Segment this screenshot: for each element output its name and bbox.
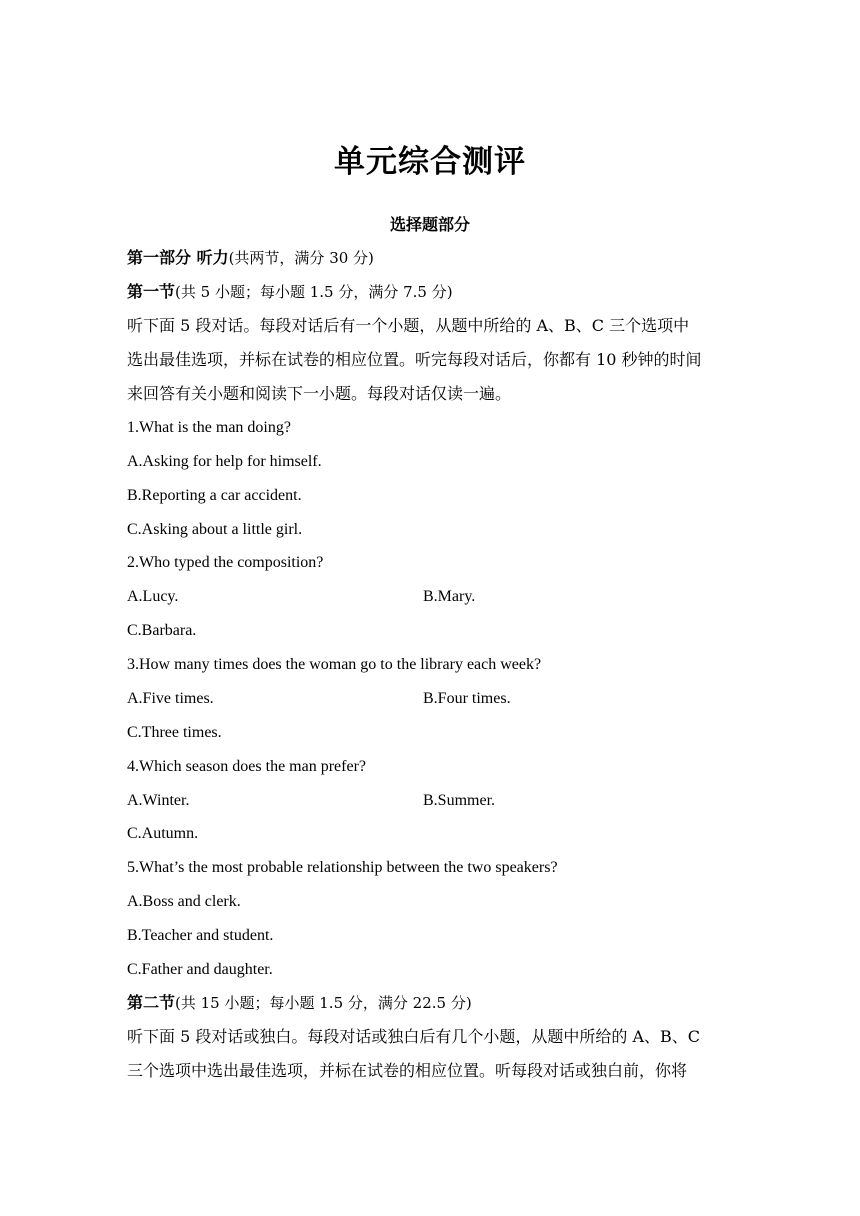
q3-option-c: C.Three times.	[127, 724, 222, 741]
section1-note: (共 5 小题；每小题 1.5 分，满分 7.5 分)	[175, 283, 453, 301]
part1-header	[127, 247, 374, 269]
q1-option-b: B.Reporting a car accident.	[127, 487, 302, 504]
q4-option-c: C.Autumn.	[127, 825, 199, 842]
q2-option-a: A.Lucy.	[127, 588, 179, 605]
q5-option-b: B.Teacher and student.	[127, 927, 274, 944]
q2-option-c: C.Barbara.	[127, 622, 197, 639]
section2-head: 第二节	[127, 993, 176, 1012]
section-subtitle: 选择题部分	[389, 215, 470, 234]
question-1: 1.What is the man doing?	[127, 419, 291, 436]
q1-option-c: C.Asking about a little girl.	[127, 521, 303, 538]
question-3: 3.How many times does the woman go to the library each week?	[127, 656, 542, 673]
section2-instruction-line: 三个选项中选出最佳选项，并标在试卷的相应位置。听每段对话或独白前，你将	[127, 1061, 688, 1080]
section2-header	[127, 992, 472, 1014]
part1-note: (共两节，满分 30 分)	[228, 249, 374, 267]
q3-option-a: A.Five times.	[127, 690, 214, 707]
q4-option-b: B.Summer.	[423, 792, 496, 809]
q1-option-a: A.Asking for help for himself.	[127, 453, 322, 470]
q5-option-c: C.Father and daughter.	[127, 961, 273, 978]
question-4: 4.Which season does the man prefer?	[127, 758, 367, 775]
section1-header	[127, 281, 453, 303]
question-5: 5.What’s the most probable relationship between the two speakers?	[127, 859, 558, 876]
section2-instruction-line: 听下面 5 段对话或独白。每段对话或独白后有几个小题，从题中所给的 A、B、C	[127, 1027, 700, 1046]
section1-instruction-line: 选出最佳选项，并标在试卷的相应位置。听完每段对话后，你都有 10 秒钟的时间	[127, 350, 702, 369]
section1-instruction-line: 来回答有关小题和阅读下一小题。每段对话仅读一遍。	[127, 384, 512, 403]
section1-head: 第一节	[127, 282, 176, 301]
question-2: 2.Who typed the composition?	[127, 554, 324, 571]
q3-option-b: B.Four times.	[423, 690, 511, 707]
part1-head: 第一部分 听力	[127, 248, 229, 267]
q4-option-a: A.Winter.	[127, 792, 190, 809]
q5-option-a: A.Boss and clerk.	[127, 893, 241, 910]
section1-instruction-line: 听下面 5 段对话。每段对话后有一个小题，从题中所给的 A、B、C 三个选项中	[127, 316, 690, 335]
page-title: 单元综合测评	[334, 144, 526, 180]
section2-note: (共 15 小题；每小题 1.5 分，满分 22.5 分)	[175, 994, 472, 1012]
q2-option-b: B.Mary.	[423, 588, 476, 605]
